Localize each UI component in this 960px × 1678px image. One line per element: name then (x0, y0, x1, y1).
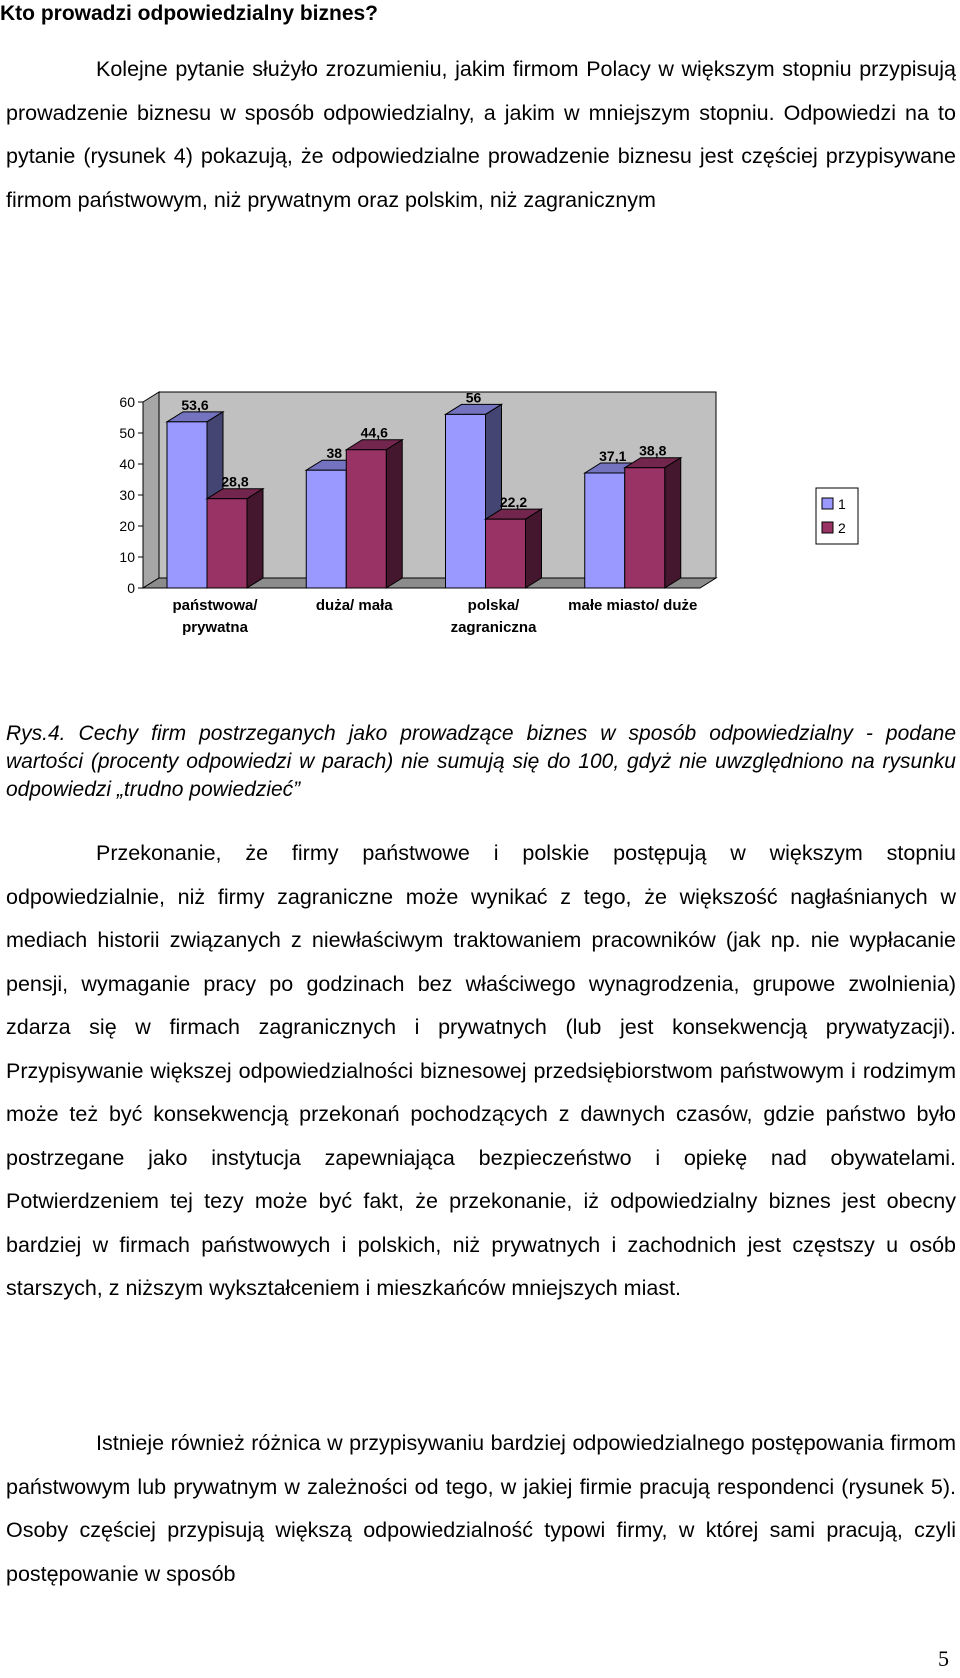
bar (625, 468, 665, 588)
y-tick-label: 30 (119, 487, 135, 503)
bar-side (386, 440, 402, 588)
legend-box (816, 488, 858, 544)
data-label: 53,6 (181, 396, 209, 413)
category-label: prywatna (182, 619, 248, 636)
bar (486, 519, 526, 588)
y-tick-label: 60 (119, 394, 135, 410)
data-label: 37,1 (599, 447, 627, 464)
y-tick-label: 10 (119, 549, 135, 565)
bar-side (526, 509, 542, 588)
data-label: 28,8 (221, 473, 249, 490)
category-label: zagraniczna (450, 619, 537, 636)
bar-side (665, 458, 681, 588)
bar (446, 414, 486, 588)
category-label: małe miasto/ duże (568, 597, 698, 614)
y-tick-label: 0 (127, 580, 135, 596)
page-number: 5 (938, 1646, 949, 1671)
y-tick-label: 50 (119, 425, 135, 441)
bar (167, 422, 207, 588)
data-label: 44,6 (360, 424, 388, 441)
body-paragraph (6, 832, 956, 1311)
bar (306, 470, 346, 588)
y-tick-label: 40 (119, 456, 135, 472)
data-label: 56 (465, 389, 482, 406)
data-label: 38,8 (639, 442, 667, 459)
intro-paragraph-text: Kolejne pytanie służyło zrozumieniu, jakim firmom Polacy w większym stopniu przypisują prowadzenie biznesu w sposób odpowiedzialny, a jakim w mniejszym stopniu. Odpowiedzi na to pytanie (rysunek 4) pokazują, że odpowiedzialne prowadzenie biznesu jest częściej przypisywane firmom państwowym, niż prywatnym oraz polskim, niż zagranicznym (6, 57, 956, 212)
bar-chart (0, 389, 960, 650)
data-label: 22,2 (499, 494, 528, 511)
intro-paragraph (6, 48, 956, 222)
legend-swatch (822, 522, 833, 533)
bar-side (247, 489, 263, 588)
body-paragraph-text: Przekonanie, że firmy państwowe i polskie postępują w większym stopniu odpowiedzialnie, niż firmy zagraniczne może wynikać z tego, że większość nagłaśnianych w mediach historii związanych z niewłaściwym traktowaniem pracowników (jak np. nie wypłacanie pensji, wymaganie pracy po godzinach bez właściwego wynagrodzenia, grupowe zwolnienia) zdarza się w firmach zagranicznych i prywatnych (lub jest konsekwencją prywatyzacji). Przypisywanie większej odpowiedzialności biznesowej przedsiębiorstwom państwowym i rodzimym może też być konsekwencją przekonań pochodzących z dawnych czasów, gdzie państwo było postrzegane jako instytucja zapewniająca bezpieczeństwo i opiekę nad obywatelami. Potwierdzeniem tej tezy może być fakt, że przekonanie, iż odpowiedzialny biznes jest obecny bardziej w firmach państwowych i polskich, niż prywatnych i zachodnich jest częstszy u osób starszych, z niższym wykształceniem i mieszkańców mniejszych miast. (6, 841, 956, 1300)
section-heading: Kto prowadzi odpowiedzialny biznes? (0, 2, 379, 25)
data-label: 38 (326, 445, 343, 462)
bar (346, 450, 386, 588)
category-label: duża/ mała (315, 597, 393, 614)
closing-paragraph-text: Istnieje również różnica w przypisywaniu bardziej odpowiedzialnego postępowania firmom państwowym lub prywatnym w zależności od tego, w jakiej firmie pracują respondenci (rysunek 5). Osoby częściej przypisują większą odpowiedzialność typowi firmy, w której sami pracują, czyli postępowanie w sposób (6, 1431, 956, 1586)
legend-label: 2 (838, 520, 846, 536)
bar (207, 499, 247, 588)
category-label: państwowa/ (172, 597, 258, 614)
legend-swatch (822, 498, 833, 509)
y-tick-label: 20 (119, 518, 135, 534)
figure-caption: Rys.4. Cechy firm postrzeganych jako prowadzące biznes w sposób odpowiedzialny - podane wartości (procenty odpowiedzi w parach) nie sumują się do 100, gdyż nie uwzględniono na rysunku odpowiedzi „trudno powiedzieć” (6, 722, 956, 801)
category-label: polska/ (467, 597, 520, 614)
bar (585, 473, 625, 588)
closing-paragraph (6, 1422, 956, 1596)
chart-side-wall (143, 392, 159, 588)
legend-label: 1 (838, 496, 846, 512)
